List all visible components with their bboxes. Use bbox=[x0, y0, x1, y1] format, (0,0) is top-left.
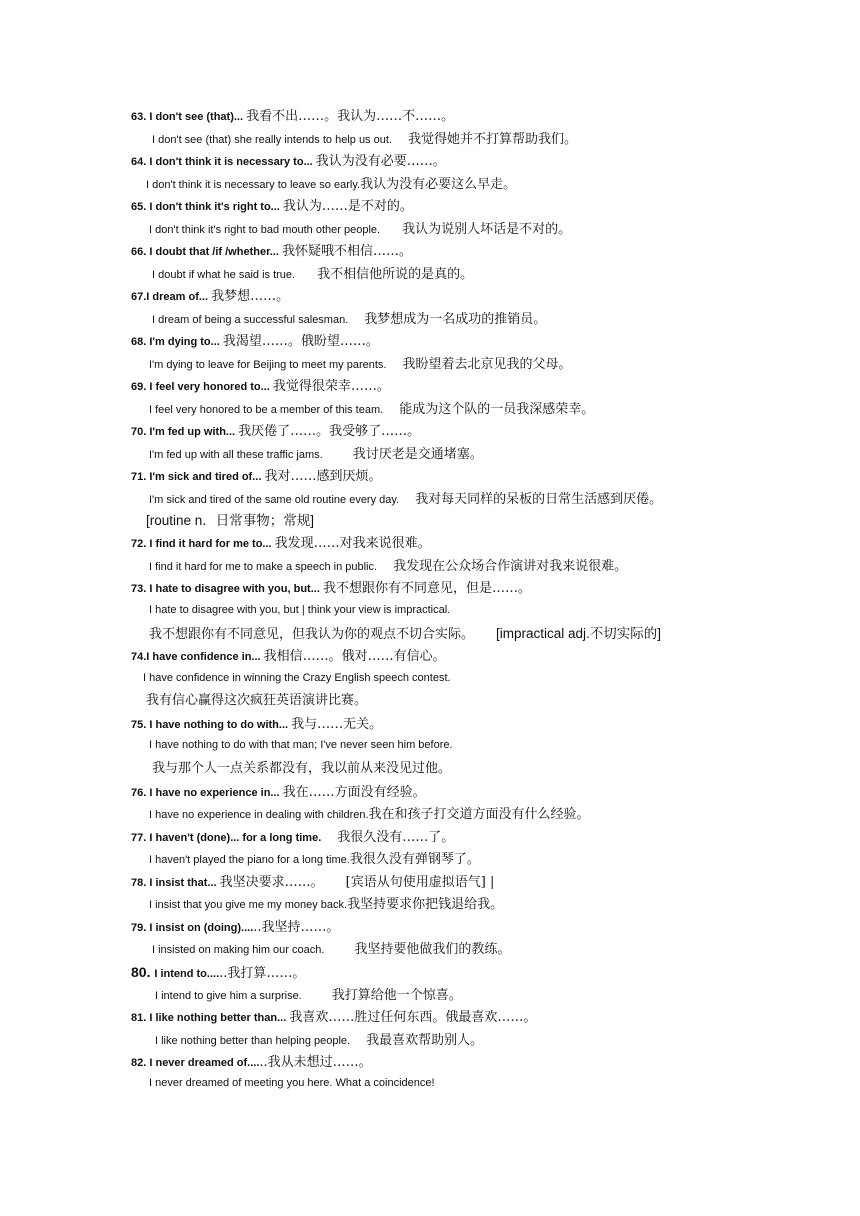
entry-68-heading: 68. I'm dying to... 我渴望……。俄盼望……。 bbox=[131, 334, 379, 349]
entry-79-example: I insisted on making him our coach. 我坚持要他做我们的教练。 bbox=[152, 942, 511, 957]
entry-80-heading: 80. I intend to......我打算……。 bbox=[131, 964, 306, 981]
entry-64-heading: 64. I don't think it is necessary to... 我认为没有必要……。 bbox=[131, 154, 446, 169]
entry-76-example: I have no experience in dealing with children.我在和孩子打交道方面没有什么经验。 bbox=[149, 807, 590, 822]
entry-71-heading: 71. I'm sick and tired of... 我对……感到厌烦。 bbox=[131, 469, 382, 484]
entry-77-example: I haven't played the piano for a long time.我很久没有弹钢琴了。 bbox=[149, 852, 480, 867]
entry-69-example: I feel very honored to be a member of this team. 能成为这个队的一员我深感荣幸。 bbox=[149, 402, 595, 417]
entry-73-translation-line: 我不想跟你有不同意见，但我认为你的观点不切合实际。 [impractical adj.不切实际的] bbox=[149, 626, 662, 642]
entry-67-heading: 67.I dream of... 我梦想……。 bbox=[131, 289, 290, 304]
entry-77-heading: 77. I haven't (done)... for a long time. 我很久没有……了。 bbox=[131, 830, 455, 845]
entry-75-translation: 我与那个人一点关系都没有，我以前从来没见过他。 bbox=[152, 761, 452, 776]
entry-76-heading: 76. I have no experience in... 我在……方面没有经验。 bbox=[131, 785, 426, 800]
entry-73-heading: 73. I hate to disagree with you, but... 我不想跟你有不同意见，但是……。 bbox=[131, 581, 531, 596]
entry-80-example: I intend to give him a surprise. 我打算给他一个惊喜。 bbox=[155, 988, 462, 1003]
entry-66-heading: 66. I doubt that /if /whether... 我怀疑哦不相信……。 bbox=[131, 244, 412, 259]
entry-72-heading: 72. I find it hard for me to... 我发现……对我来说很难。 bbox=[131, 536, 431, 551]
entry-63-example: I don't see (that) she really intends to help us out. 我觉得她并不打算帮助我们。 bbox=[152, 132, 577, 147]
entry-74-translation: 我有信心赢得这次疯狂英语演讲比赛。 bbox=[146, 693, 368, 708]
entry-71-note: [routine n．日常事物；常规] bbox=[146, 513, 315, 528]
entry-65-example: I don't think it's right to bad mouth other people. 我认为说别人坏话是不对的。 bbox=[149, 222, 572, 237]
entry-73-example: I hate to disagree with you, but | think your view is impractical. bbox=[149, 604, 451, 616]
entry-70-example: I'm fed up with all these traffic jams. 我讨厌老是交通堵塞。 bbox=[149, 447, 483, 462]
entry-70-heading: 70. I'm fed up with... 我厌倦了……。我受够了……。 bbox=[131, 424, 421, 439]
entry-64-example: I don't think it is necessary to leave so early.我认为没有必要这么早走。 bbox=[146, 177, 517, 192]
entry-75-example: I have nothing to do with that man; I've never seen him before. bbox=[149, 739, 453, 751]
entry-79-heading: 79. I insist on (doing)......我坚持……。 bbox=[131, 920, 340, 935]
entry-63-heading: 63. I don't see (that)... 我看不出……。我认为……不……。 bbox=[131, 109, 455, 124]
entry-71-example: I'm sick and tired of the same old routine every day. 我对每天同样的呆板的日常生活感到厌倦。 bbox=[149, 492, 663, 507]
entry-74-heading: 74.I have confidence in... 我相信……。俄对……有信心。 bbox=[131, 649, 446, 664]
entry-78-example: I insist that you give me my money back.我坚持要求你把钱退给我。 bbox=[149, 897, 504, 912]
entry-78-note: [宾语从句使用虚拟语气] bbox=[345, 875, 486, 890]
entry-69-heading: 69. I feel very honored to... 我觉得很荣幸……。 bbox=[131, 379, 390, 394]
entry-81-example: I like nothing better than helping people. 我最喜欢帮助别人。 bbox=[155, 1033, 484, 1048]
entry-82-heading: 82. I never dreamed of......我从未想过……。 bbox=[131, 1055, 372, 1070]
entry-81-heading: 81. I like nothing better than... 我喜欢……胜过任何东西。俄最喜欢……。 bbox=[131, 1010, 537, 1025]
entry-68-example: I'm dying to leave for Beijing to meet my parents. 我盼望着去北京见我的父母。 bbox=[149, 357, 572, 372]
entry-67-example: I dream of being a successful salesman. 我梦想成为一名成功的推销员。 bbox=[152, 312, 547, 327]
entry-66-example: I doubt if what he said is true. 我不相信他所说的是真的。 bbox=[152, 267, 474, 282]
entry-74-example: I have confidence in winning the Crazy English speech contest. bbox=[143, 672, 451, 684]
entry-65-heading: 65. I don't think it's right to... 我认为……是不对的。 bbox=[131, 199, 413, 214]
entry-78-heading: 78. I insist that... 我坚决要求……。 [宾语从句使用虚拟语气] | bbox=[131, 875, 495, 890]
entry-75-heading: 75. I have nothing to do with... 我与……无关。 bbox=[131, 717, 383, 732]
entry-82-example: I never dreamed of meeting you here. What a coincidence! bbox=[149, 1077, 435, 1089]
entry-72-example: I find it hard for me to make a speech in public. 我发现在公众场合作演讲对我来说很难。 bbox=[149, 559, 628, 574]
